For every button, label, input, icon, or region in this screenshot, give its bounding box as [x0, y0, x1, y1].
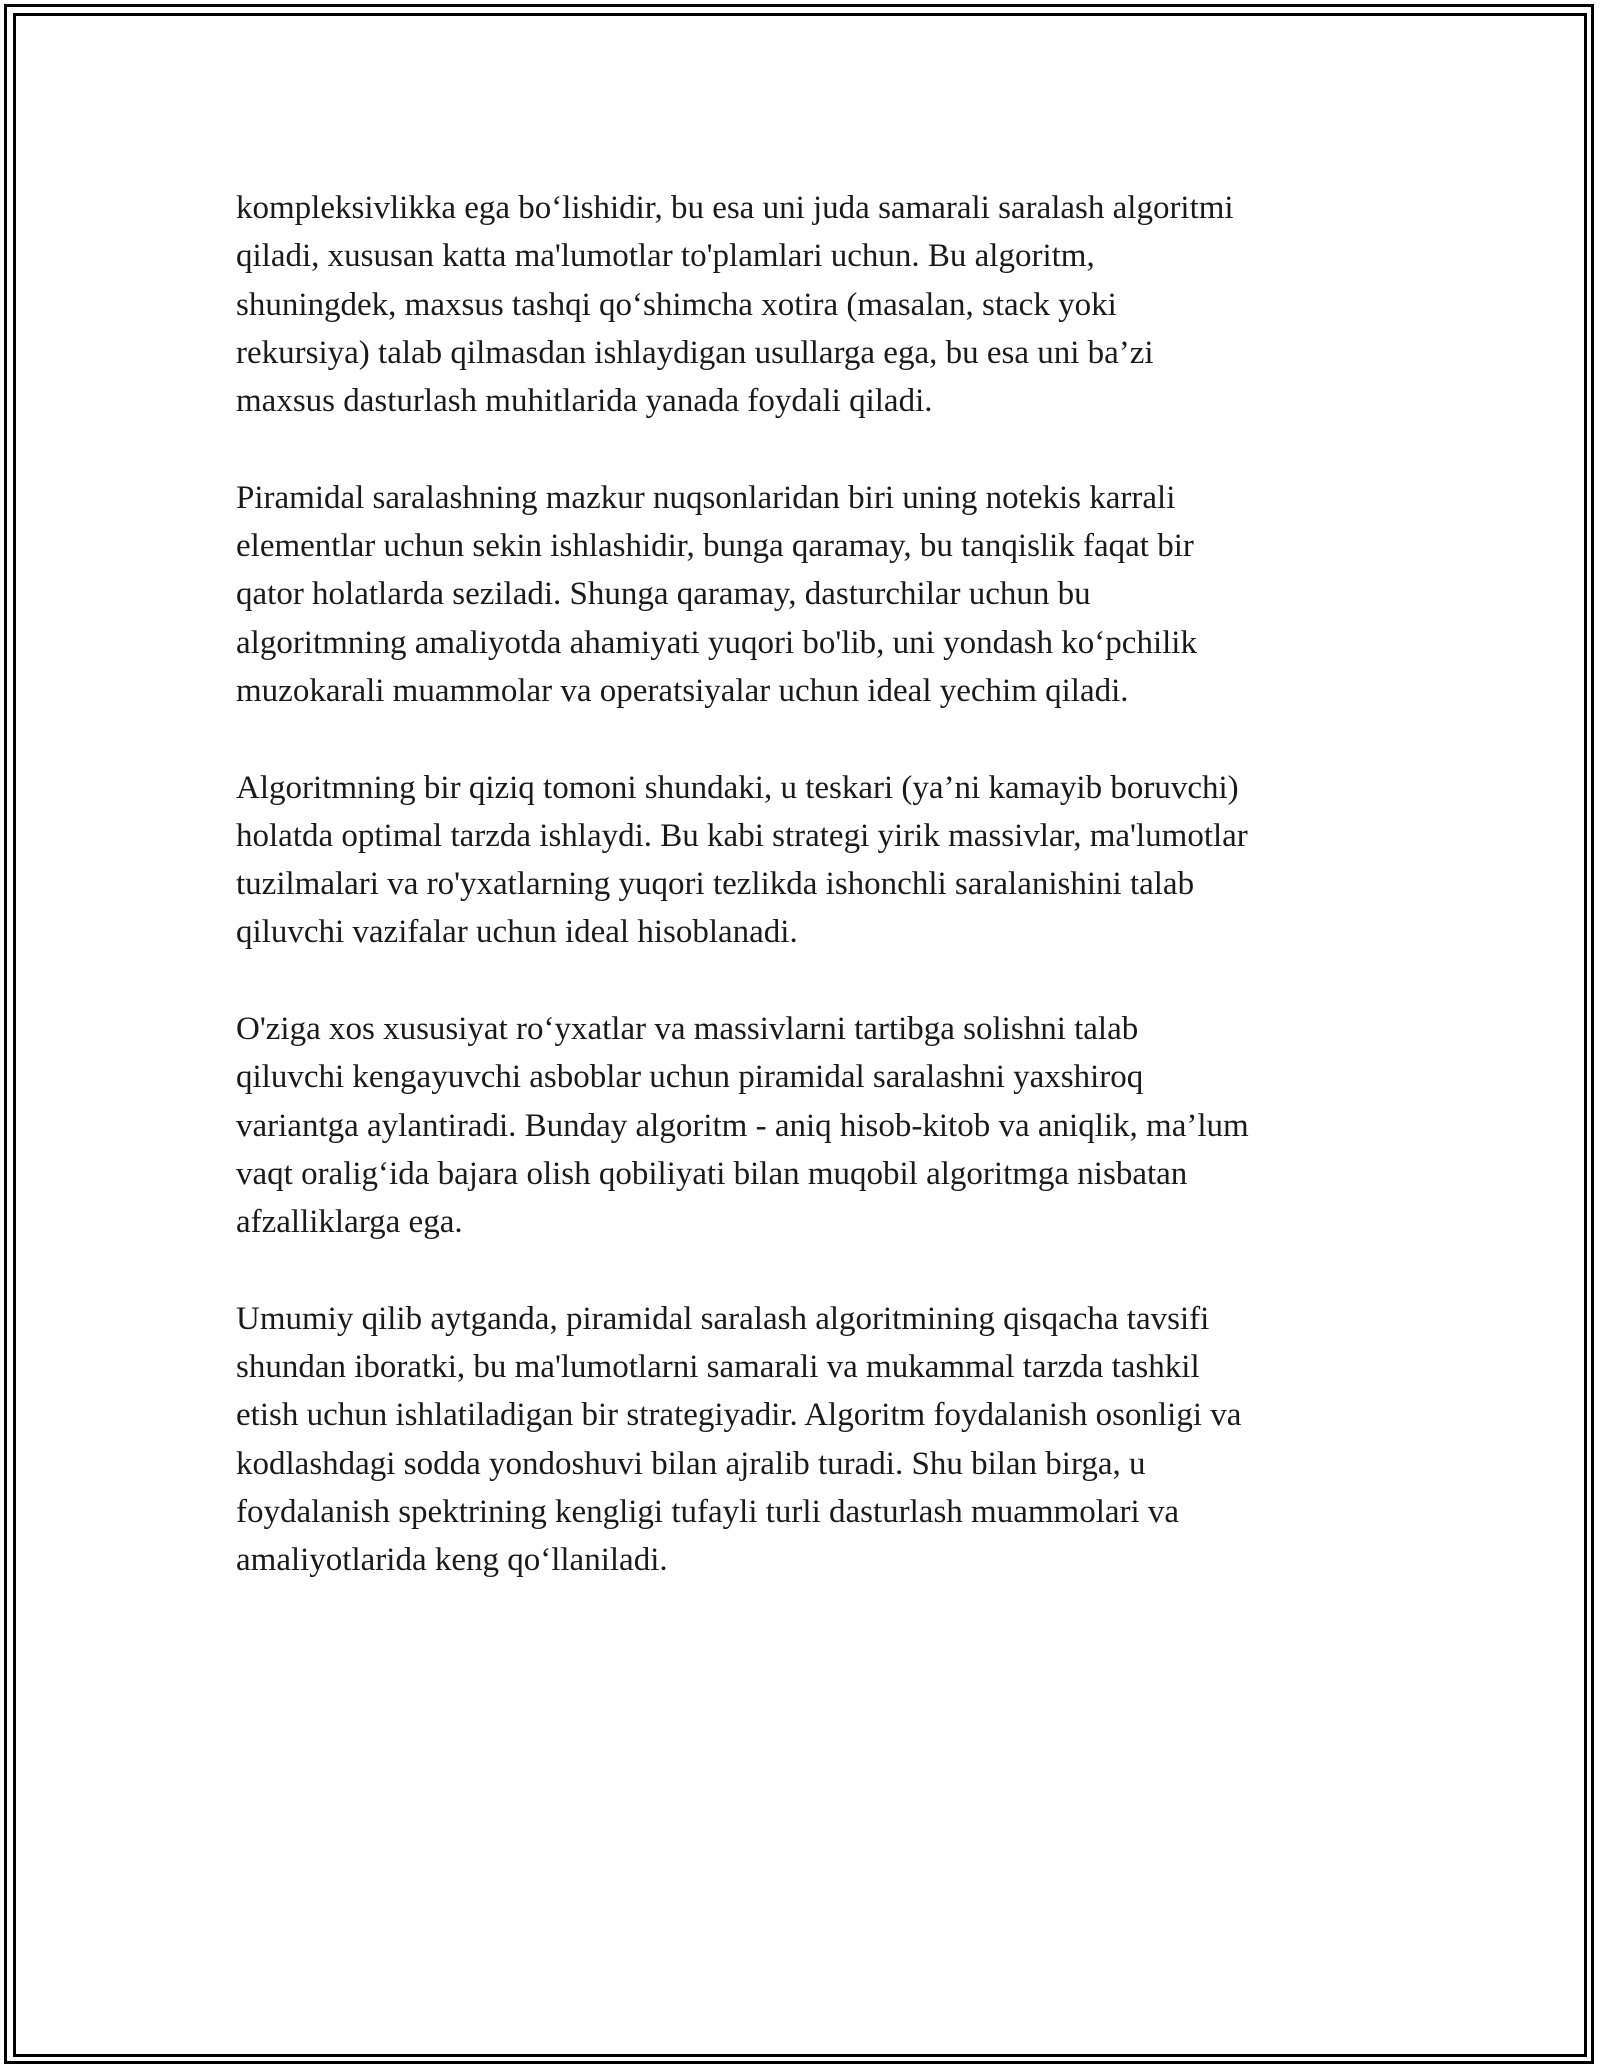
text-line: algoritmning amaliyotda ahamiyati yuqori bo'lib, uni yondash ko‘pchilik	[236, 624, 1197, 661]
paragraph	[236, 1295, 1396, 1585]
text-line: qator holatlarda seziladi. Shunga qaramay, dasturchilar uchun bu	[236, 576, 1091, 613]
paragraph	[236, 764, 1396, 957]
text-line: qiladi, xususan katta ma'lumotlar to'plamlari uchun. Bu algoritm,	[236, 238, 1095, 275]
text-line: muzokarali muammolar va operatsiyalar uchun ideal yechim qiladi.	[236, 672, 1129, 709]
text-line: Algoritmning bir qiziq tomoni shundaki, u teskari (ya’ni kamayib boruvchi)	[236, 769, 1239, 806]
text-line: afzalliklarga ega.	[236, 1204, 463, 1241]
text-line: amaliyotlarida keng qo‘llaniladi.	[236, 1542, 668, 1579]
text-line: qiluvchi kengayuvchi asboblar uchun piramidal saralashni yaxshiroq	[236, 1059, 1144, 1096]
paragraph	[236, 474, 1396, 715]
text-line: kodlashdagi sodda yondoshuvi bilan ajralib turadi. Shu bilan birga, u	[236, 1445, 1146, 1482]
text-line: tuzilmalari va ro'yxatlarning yuqori tezlikda ishonchli saralanishini talab	[236, 866, 1195, 903]
text-line: qiluvchi vazifalar uchun ideal hisoblanadi.	[236, 914, 798, 951]
text-line: elementlar uchun sekin ishlashidir, bunga qaramay, bu tanqislik faqat bir	[236, 528, 1194, 565]
paragraph	[236, 184, 1396, 425]
text-line: foydalanish spektrining kengligi tufayli turli dasturlash muammolari va	[236, 1494, 1180, 1531]
text-line: Piramidal saralashning mazkur nuqsonlaridan biri uning notekis karrali	[236, 479, 1176, 516]
text-line: holatda optimal tarzda ishlaydi. Bu kabi strategi yirik massivlar, ma'lumotlar	[236, 817, 1248, 854]
text-line: kompleksivlikka ega bo‘lishidir, bu esa uni juda samarali saralash algoritmi	[236, 190, 1234, 226]
text-line: etish uchun ishlatiladigan bir strategiyadir. Algoritm foydalanish osonligi va	[236, 1397, 1242, 1434]
text-line: maxsus dasturlash muhitlarida yanada foydali qiladi.	[236, 383, 933, 420]
text-line: vaqt oralig‘ida bajara olish qobiliyati bilan muqobil algoritmga nisbatan	[236, 1155, 1188, 1192]
text-line: shundan iboratki, bu ma'lumotlarni samarali va mukammal tarzda tashkil	[236, 1349, 1200, 1386]
document-body	[236, 184, 1396, 1633]
text-line: Umumiy qilib aytganda, piramidal saralash algoritmining qisqacha tavsifi	[236, 1300, 1210, 1337]
text-line: shuningdek, maxsus tashqi qo‘shimcha xotira (masalan, stack yoki	[236, 286, 1117, 323]
text-line: O'ziga xos xususiyat ro‘yxatlar va massivlarni tartibga solishni talab	[236, 1011, 1139, 1048]
text-line: variantga aylantiradi. Bunday algoritm - aniq hisob-kitob va aniqlik, ma’lum	[236, 1107, 1249, 1144]
paragraph	[236, 1005, 1396, 1246]
text-line: rekursiya) talab qilmasdan ishlaydigan usullarga ega, bu esa uni ba’zi	[236, 334, 1154, 371]
